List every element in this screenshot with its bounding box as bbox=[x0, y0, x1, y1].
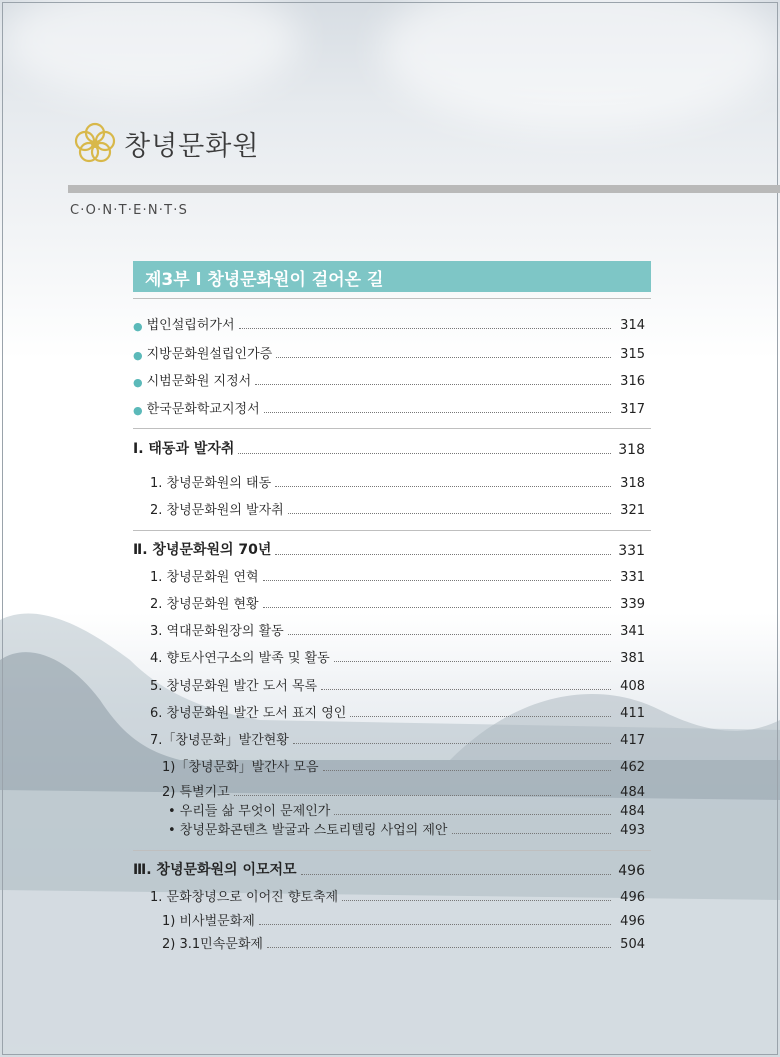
page-number: 321 bbox=[620, 503, 645, 518]
toc-entry[interactable]: ● 지방문화원설립인가증 315 bbox=[133, 347, 645, 362]
toc-entry[interactable]: ● 한국문화학교지정서 317 bbox=[133, 402, 645, 417]
chapter-3-heading[interactable]: Ⅲ. 창녕문화원의 이모저모 496 bbox=[133, 862, 645, 879]
leader-dots bbox=[238, 453, 611, 454]
leader-dots bbox=[288, 634, 611, 635]
leader-dots bbox=[323, 770, 612, 771]
page-number: 331 bbox=[620, 570, 645, 585]
chapter-1-heading[interactable]: Ⅰ. 태동과 발자취 318 bbox=[133, 441, 645, 458]
page-number: 411 bbox=[620, 706, 645, 721]
leader-dots bbox=[267, 947, 611, 948]
page-number: 341 bbox=[620, 624, 645, 639]
leader-dots bbox=[321, 689, 611, 690]
part-title: 제3부 l 창녕문화원이 걸어온 길 bbox=[145, 270, 384, 290]
bullet-dot-icon: ● bbox=[133, 404, 143, 417]
page-number: 417 bbox=[620, 733, 645, 748]
leader-dots bbox=[255, 384, 611, 385]
divider bbox=[133, 850, 651, 851]
leader-dots bbox=[288, 513, 611, 514]
toc-sub-entry[interactable]: 2) 특별기고 484 bbox=[162, 785, 645, 800]
contents-label: C·O·N·T·E·N·T·S bbox=[70, 203, 189, 218]
leader-dots bbox=[264, 412, 611, 413]
leader-dots bbox=[234, 795, 611, 796]
toc-entry[interactable]: ● 법인설립허가서 314 bbox=[133, 318, 645, 333]
leader-dots bbox=[263, 580, 611, 581]
org-name: 창녕문화원 bbox=[124, 131, 260, 162]
toc-entry[interactable]: 1. 창녕문화원의 태동 318 bbox=[150, 476, 645, 491]
toc-sub-entry[interactable]: 2) 3.1민속문화제 504 bbox=[162, 937, 645, 952]
leader-dots bbox=[275, 554, 611, 555]
toc-entry[interactable]: 4. 향토사연구소의 발족 및 활동 381 bbox=[150, 651, 645, 666]
leader-dots bbox=[301, 874, 611, 875]
page-number: 331 bbox=[618, 543, 645, 559]
toc-entry[interactable]: 1. 창녕문화원 연혁 331 bbox=[150, 570, 645, 585]
toc-entry[interactable]: 6. 창녕문화원 발간 도서 표지 영인 411 bbox=[150, 706, 645, 721]
bullet-dot-icon: ● bbox=[133, 376, 143, 389]
part-banner bbox=[133, 261, 651, 292]
leader-dots bbox=[342, 900, 611, 901]
page-number: 318 bbox=[620, 476, 645, 491]
page-number: 314 bbox=[620, 318, 645, 333]
page-number: 315 bbox=[620, 347, 645, 362]
leader-dots bbox=[334, 661, 611, 662]
toc-special-entry[interactable]: • 우리들 삶 무엇이 문제인가 484 bbox=[168, 804, 645, 819]
page-number: 339 bbox=[620, 597, 645, 612]
leader-dots bbox=[334, 814, 611, 815]
divider bbox=[133, 298, 651, 299]
toc-entry[interactable]: 5. 창녕문화원 발간 도서 목록 408 bbox=[150, 679, 645, 694]
bullet-dot-icon: ● bbox=[133, 349, 143, 362]
toc-entry[interactable]: 2. 창녕문화원 현황 339 bbox=[150, 597, 645, 612]
leader-dots bbox=[452, 833, 612, 834]
toc-sub-entry[interactable]: 1) 비사벌문화제 496 bbox=[162, 914, 645, 929]
leader-dots bbox=[275, 486, 611, 487]
toc-entry[interactable]: 3. 역대문화원장의 활동 341 bbox=[150, 624, 645, 639]
flower-logo-icon bbox=[72, 120, 118, 166]
page-number: 484 bbox=[620, 804, 645, 819]
page-number: 408 bbox=[620, 679, 645, 694]
toc-special-entry[interactable]: • 창녕문화콘텐츠 발굴과 스토리텔링 사업의 제안 493 bbox=[168, 823, 645, 838]
toc-entry[interactable]: 1. 문화창녕으로 이어진 향토축제 496 bbox=[150, 890, 645, 905]
toc-entry[interactable]: 7.「창녕문화」발간현황 417 bbox=[150, 733, 645, 748]
page-number: 493 bbox=[620, 823, 645, 838]
divider bbox=[133, 530, 651, 531]
toc-entry[interactable]: ● 시범문화원 지정서 316 bbox=[133, 374, 645, 389]
header-rule bbox=[68, 185, 780, 193]
page-number: 462 bbox=[620, 760, 645, 775]
divider bbox=[133, 428, 651, 429]
toc-entry[interactable]: 2. 창녕문화원의 발자취 321 bbox=[150, 503, 645, 518]
page-number: 318 bbox=[618, 442, 645, 458]
page-number: 496 bbox=[618, 863, 645, 879]
leader-dots bbox=[350, 716, 611, 717]
leader-dots bbox=[259, 924, 611, 925]
leader-dots bbox=[263, 607, 611, 608]
page-number: 496 bbox=[620, 890, 645, 905]
bullet-dot-icon: ● bbox=[133, 320, 143, 333]
page-number: 504 bbox=[620, 937, 645, 952]
page-number: 484 bbox=[620, 785, 645, 800]
leader-dots bbox=[293, 743, 611, 744]
page-number: 496 bbox=[620, 914, 645, 929]
page-number: 316 bbox=[620, 374, 645, 389]
leader-dots bbox=[276, 357, 611, 358]
toc-sub-entry[interactable]: 1)「창녕문화」발간사 모음 462 bbox=[162, 760, 645, 775]
page-number: 317 bbox=[620, 402, 645, 417]
leader-dots bbox=[239, 328, 611, 329]
chapter-2-heading[interactable]: Ⅱ. 창녕문화원의 70년 331 bbox=[133, 542, 645, 559]
page-number: 381 bbox=[620, 651, 645, 666]
